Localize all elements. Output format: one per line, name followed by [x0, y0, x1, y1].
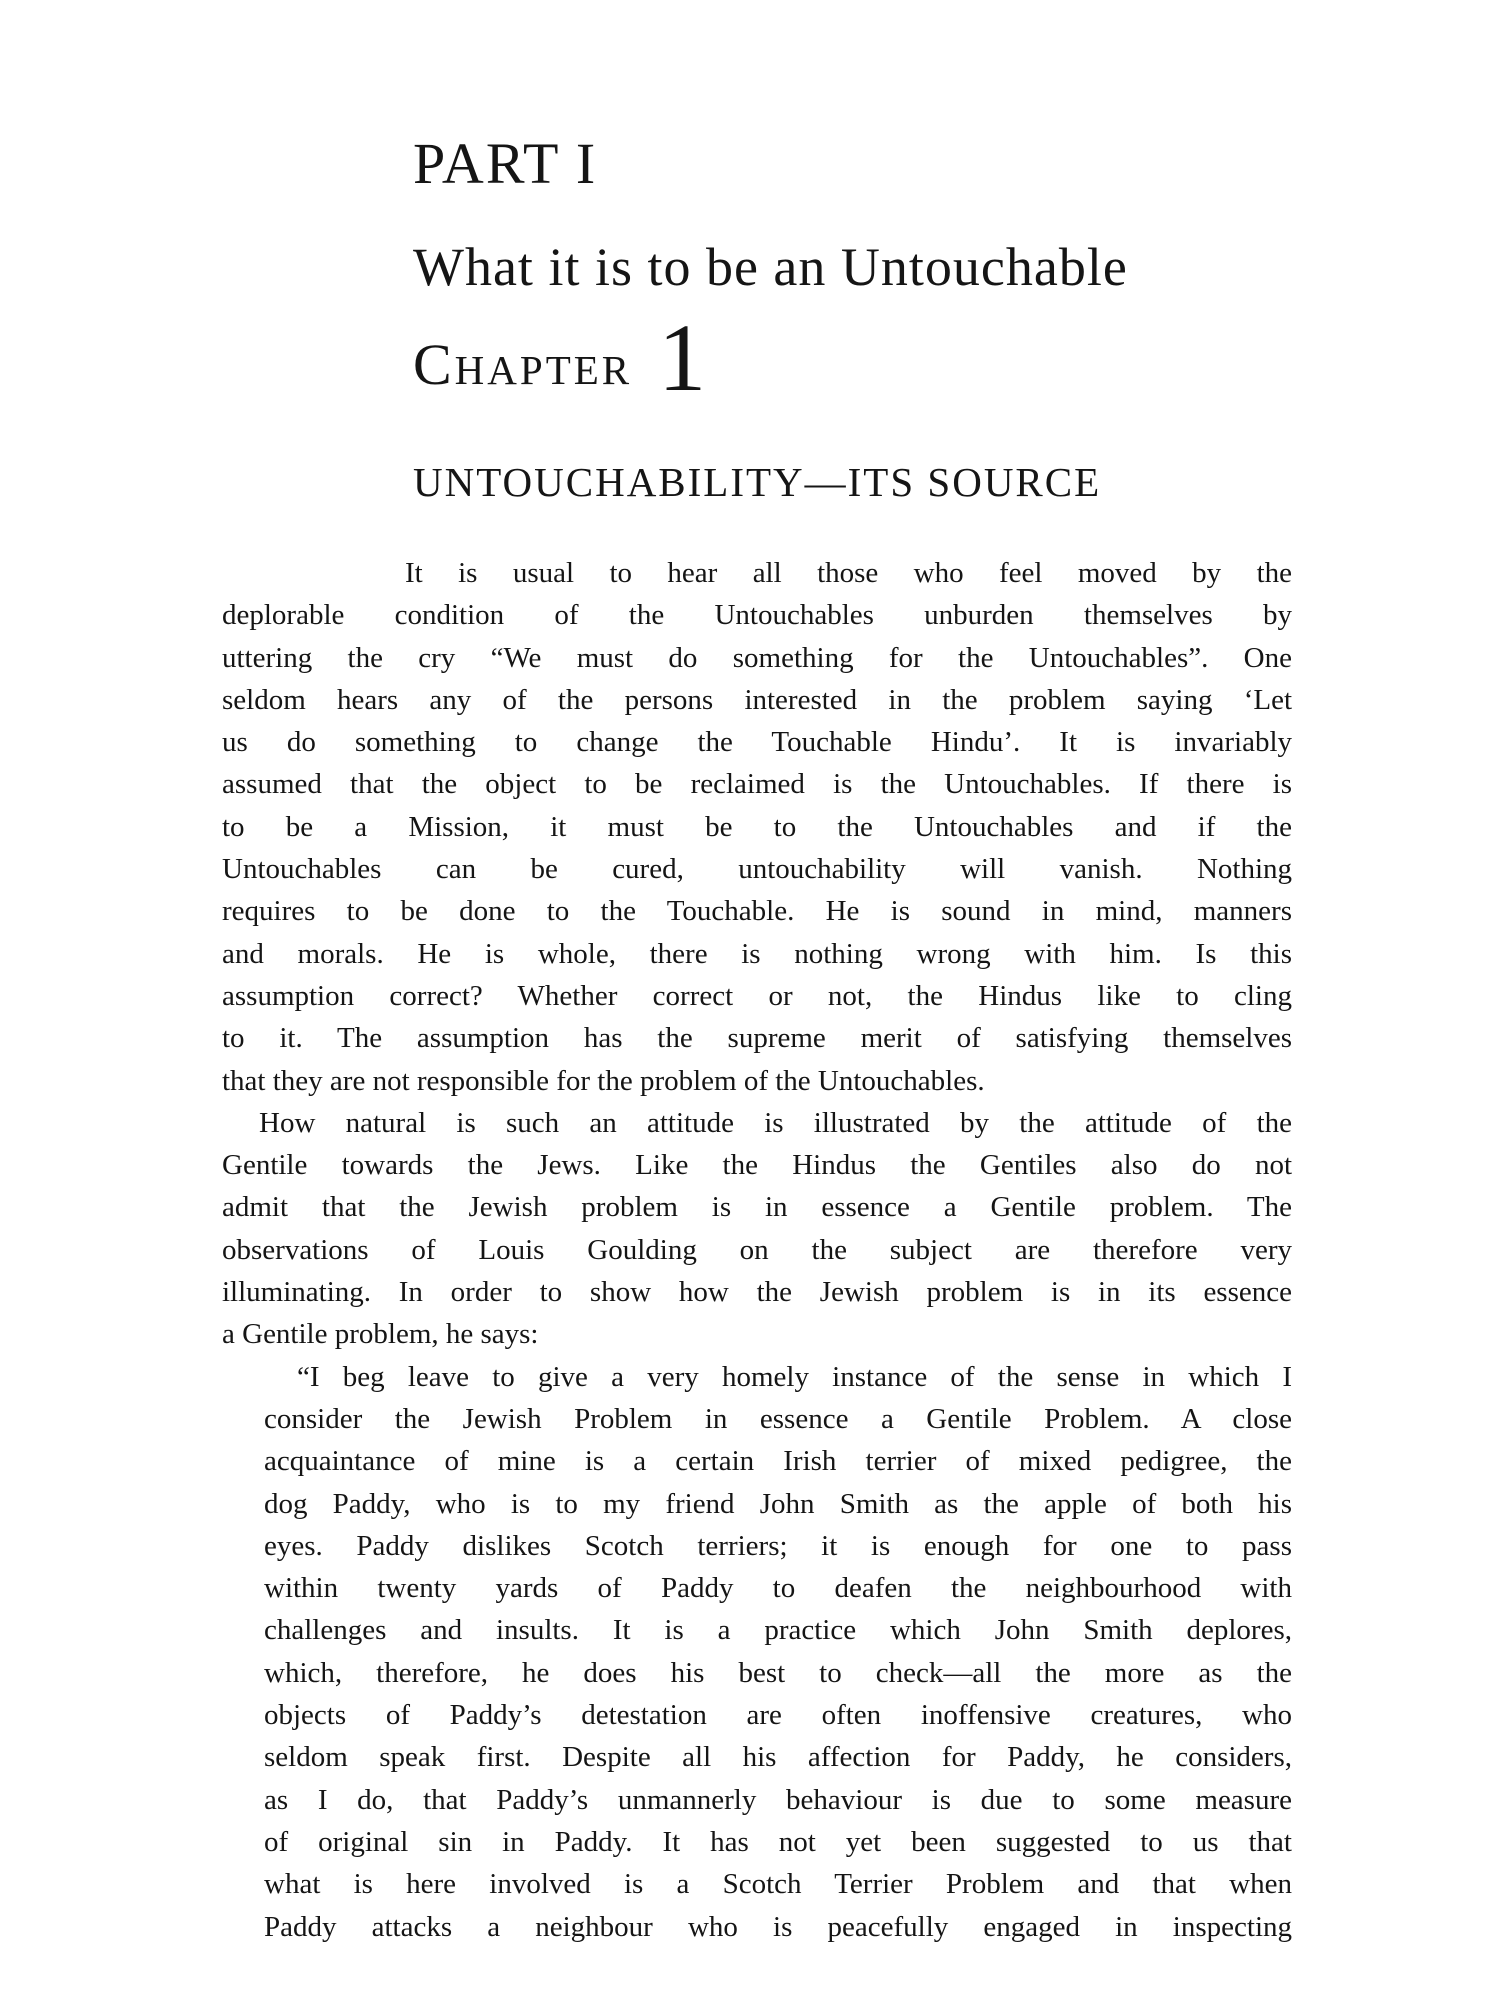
part-label: PART I	[413, 131, 598, 196]
paragraph-2	[222, 1102, 1292, 1356]
quote-line: within twenty yards of Paddy to deafen the neighbourhood with	[264, 1572, 1292, 1605]
quote-line: Paddy attacks a neighbour who is peacefully engaged in inspecting	[264, 1910, 1292, 1943]
paragraph-1	[222, 552, 1292, 1102]
quote-line: seldom speak first. Despite all his affection for Paddy, he considers,	[264, 1741, 1292, 1774]
chapter-number: 1	[658, 304, 707, 411]
text-line: that they are not responsible for the problem of the Untouchables.	[222, 1064, 985, 1097]
quote-line: consider the Jewish Problem in essence a Gentile Problem. A close	[264, 1402, 1292, 1435]
block-quote	[222, 1356, 1292, 1948]
chapter-word: Chapter	[413, 332, 633, 397]
quote-line: “I beg leave to give a very homely instance of the sense in which I	[297, 1360, 1292, 1393]
chapter-heading	[413, 304, 707, 411]
chapter-title: UNTOUCHABILITY—ITS SOURCE	[413, 459, 1102, 505]
text-line: assumed that the object to be reclaimed is the Untouchables. If there is	[222, 768, 1292, 801]
text-line: to be a Mission, it must be to the Untouchables and if the	[222, 810, 1292, 843]
quote-line: acquaintance of mine is a certain Irish terrier of mixed pedigree, the	[264, 1445, 1292, 1478]
text-line: Gentile towards the Jews. Like the Hindus the Gentiles also do not	[222, 1149, 1292, 1182]
quote-line: what is here involved is a Scotch Terrier Problem and that when	[264, 1868, 1292, 1901]
text-line: observations of Louis Goulding on the subject are therefore very	[222, 1233, 1292, 1266]
quote-line: eyes. Paddy dislikes Scotch terriers; it is enough for one to pass	[264, 1529, 1292, 1562]
text-line: assumption correct? Whether correct or not, the Hindus like to cling	[222, 979, 1292, 1012]
quote-line: as I do, that Paddy’s unmannerly behaviour is due to some measure	[264, 1783, 1292, 1816]
text-line: and morals. He is whole, there is nothing wrong with him. Is this	[222, 937, 1292, 970]
text-line: deplorable condition of the Untouchables unburden themselves by	[222, 599, 1292, 632]
text-line: illuminating. In order to show how the Jewish problem is in its essence	[222, 1276, 1292, 1309]
quote-line: of original sin in Paddy. It has not yet been suggested to us that	[264, 1825, 1292, 1858]
text-line: It is usual to hear all those who feel moved by the	[405, 557, 1292, 589]
quote-line: challenges and insults. It is a practice which John Smith deplores,	[264, 1614, 1292, 1647]
text-line: Untouchables can be cured, untouchability will vanish. Nothing	[222, 853, 1292, 886]
text-line: requires to be done to the Touchable. He is sound in mind, manners	[222, 895, 1292, 928]
text-line: a Gentile problem, he says:	[222, 1318, 539, 1351]
part-title: What it is to be an Untouchable	[413, 237, 1128, 297]
body-text	[222, 552, 1292, 1948]
text-line: How natural is such an attitude is illustrated by the attitude of the	[259, 1106, 1292, 1139]
quote-line: dog Paddy, who is to my friend John Smith as the apple of both his	[264, 1487, 1292, 1520]
quote-line: objects of Paddy’s detestation are often inoffensive creatures, who	[264, 1699, 1292, 1732]
text-line: uttering the cry “We must do something for the Untouchables”. One	[222, 641, 1292, 674]
text-line: us do something to change the Touchable Hindu’. It is invariably	[222, 726, 1292, 759]
quote-line: which, therefore, he does his best to check—all the more as the	[264, 1656, 1292, 1689]
text-line: admit that the Jewish problem is in essence a Gentile problem. The	[222, 1191, 1292, 1224]
text-line: to it. The assumption has the supreme merit of satisfying themselves	[222, 1022, 1292, 1055]
text-line: seldom hears any of the persons interested in the problem saying ‘Let	[222, 683, 1292, 716]
